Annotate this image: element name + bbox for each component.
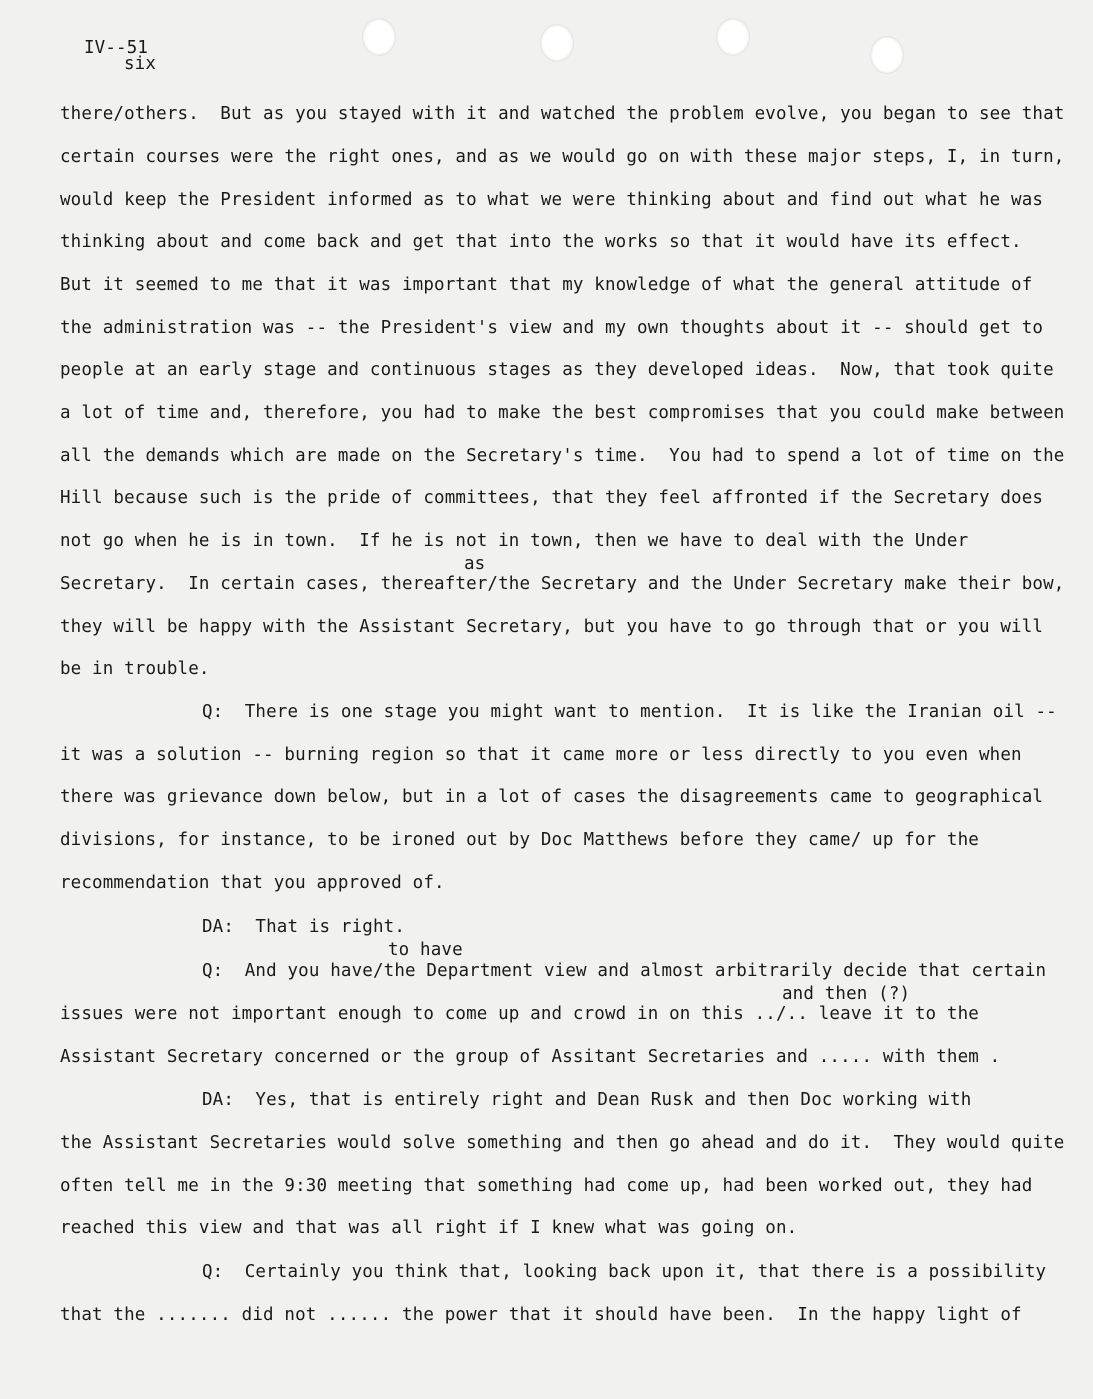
question-paragraph: Q: Certainly you think that, looking back upon it, that there is a possibility <box>202 1262 1047 1282</box>
text-line: recommendation that you approved of. <box>60 873 445 893</box>
question-paragraph: Q: There is one stage you might want to mention. It is like the Iranian oil -- <box>202 702 1057 722</box>
text-line: would keep the President informed as to what we were thinking about and find out what he was <box>60 190 1044 210</box>
answer-paragraph: DA: That is right. <box>202 917 406 937</box>
text-line: that the ....... did not ...... the power that it should have been. In the happy light of <box>60 1305 1022 1325</box>
text-line: often tell me in the 9:30 meeting that something had come up, had been worked out, they had <box>60 1176 1033 1196</box>
text-line: But it seemed to me that it was important that my knowledge of what the general attitude of <box>60 275 1033 295</box>
text-line: the administration was -- the President's view and my own thoughts about it -- should get to <box>60 318 1044 338</box>
text-line: Assistant Secretary concerned or the group of Assitant Secretaries and ..... with them . <box>60 1047 1001 1067</box>
text-line: there was grievance down below, but in a lot of cases the disagreements came to geographical <box>60 787 1044 807</box>
interlinear-insertion: and then (?) <box>782 984 911 1004</box>
text-line: people at an early stage and continuous stages as they developed ideas. Now, that took quite <box>60 360 1054 380</box>
text-line: a lot of time and, therefore, you had to make the best compromises that you could make between <box>60 403 1065 423</box>
question-paragraph: Q: And you have/the Department view and almost arbitrarily decide that certain <box>202 961 1047 981</box>
page-number: IV--51 <box>84 38 149 58</box>
interlinear-insertion: as <box>464 554 486 574</box>
text-line: be in trouble. <box>60 659 210 679</box>
text-line: certain courses were the right ones, and as we would go on with these major steps, I, in turn, <box>60 147 1065 167</box>
punch-hole <box>716 18 750 56</box>
text-line: all the demands which are made on the Secretary's time. You had to spend a lot of time on the <box>60 446 1065 466</box>
punch-hole <box>540 24 574 62</box>
punch-hole <box>870 36 904 74</box>
text-line: it was a solution -- burning region so that it came more or less directly to you even when <box>60 745 1022 765</box>
interlinear-insertion: six <box>124 54 157 74</box>
text-line: issues were not important enough to come up and crowd in on this ../.. leave it to the <box>60 1004 979 1024</box>
text-line: divisions, for instance, to be ironed out by Doc Matthews before they came/ up for the <box>60 830 979 850</box>
punch-hole <box>362 18 396 56</box>
text-line: Secretary. In certain cases, thereafter/the Secretary and the Under Secretary make their bow, <box>60 574 1065 594</box>
text-line: they will be happy with the Assistant Secretary, but you have to go through that or you will <box>60 617 1044 637</box>
text-line: there/others. But as you stayed with it and watched the problem evolve, you began to see that <box>60 104 1065 124</box>
text-line: thinking about and come back and get that into the works so that it would have its effect. <box>60 232 1022 252</box>
interlinear-insertion: to have <box>388 940 463 960</box>
text-line: reached this view and that was all right if I knew what was going on. <box>60 1218 798 1238</box>
text-line: Hill because such is the pride of committees, that they feel affronted if the Secretary does <box>60 488 1044 508</box>
text-line: the Assistant Secretaries would solve something and then go ahead and do it. They would quite <box>60 1133 1065 1153</box>
text-line: not go when he is in town. If he is not in town, then we have to deal with the Under <box>60 531 969 551</box>
answer-paragraph: DA: Yes, that is entirely right and Dean Rusk and then Doc working with <box>202 1090 972 1110</box>
